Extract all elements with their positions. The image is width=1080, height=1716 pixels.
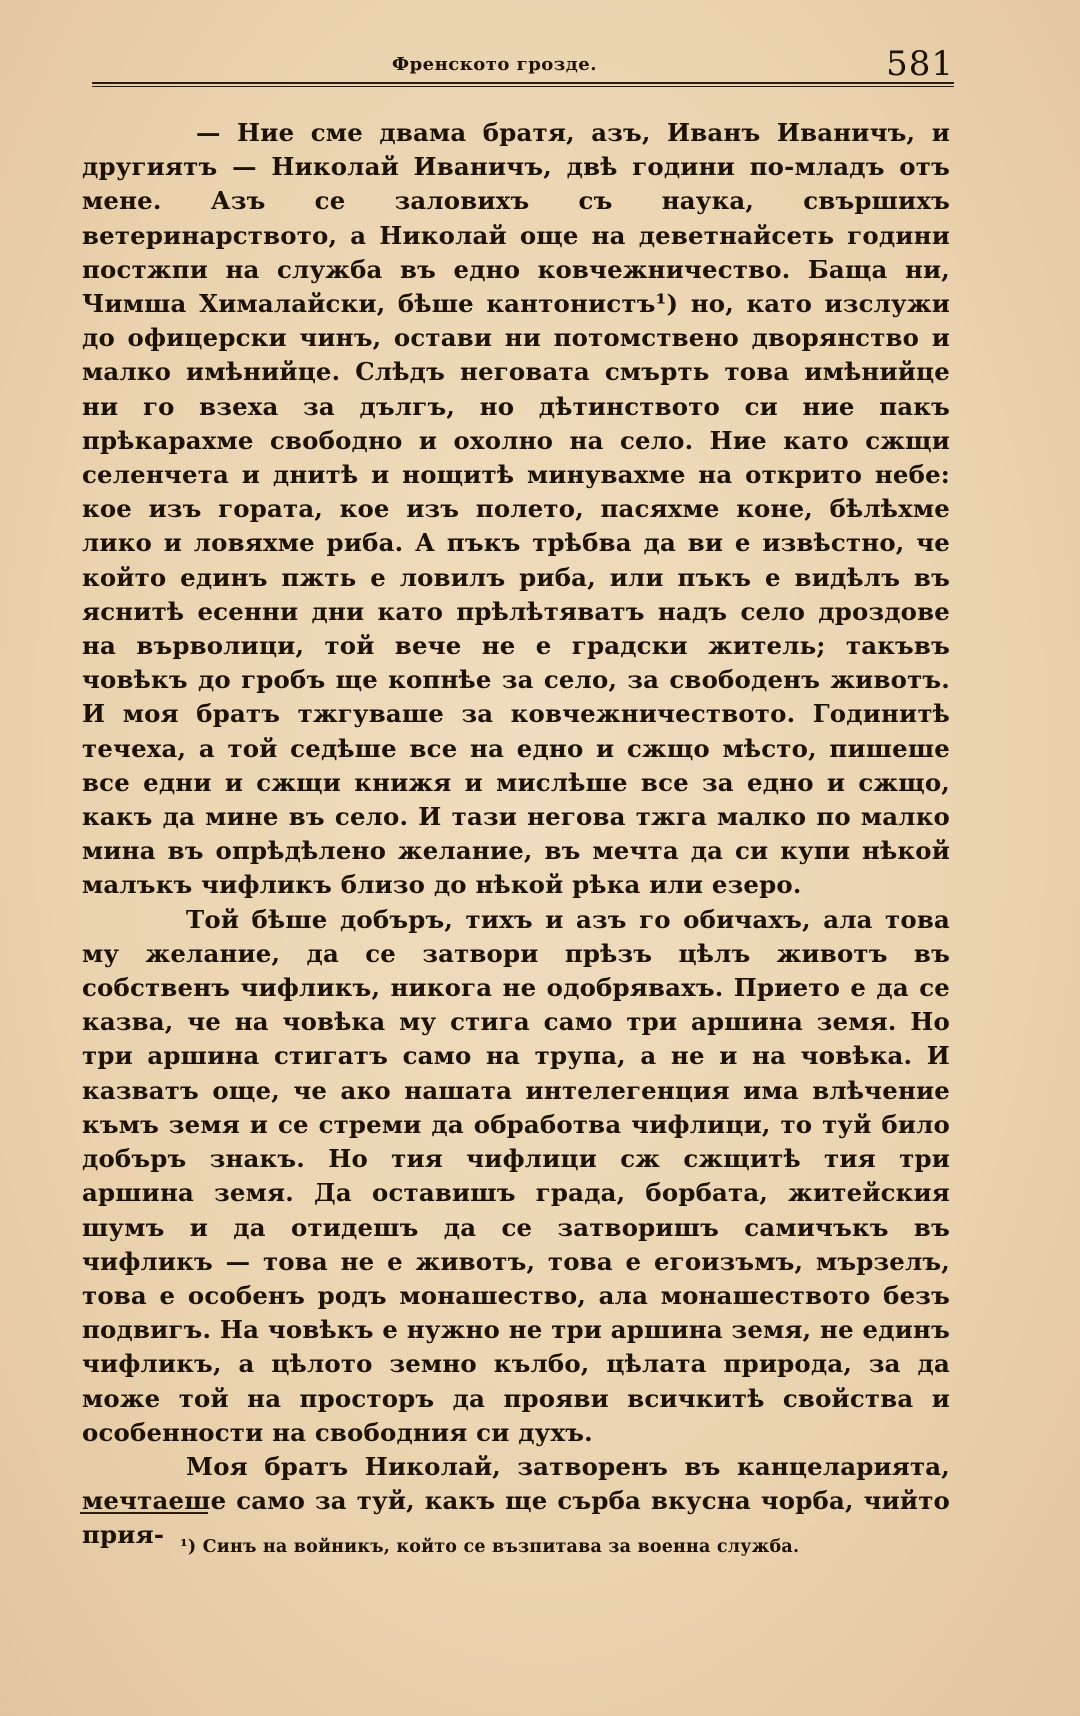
running-title: Френското гроздe.: [392, 54, 598, 75]
paragraph-2: Той бѣше добъръ, тихъ и азъ го обичахъ, ала това му желание, да се затвори прѣзъ цѣлъ животъ въ собственъ чифликъ, никога не одобрявахъ. Прието е да се казва, че на човѣка му стига само три аршина земя. Но три аршина стигатъ само на трупа, а не и на човѣка. И казватъ още, че ако нашата интелегенция има влѣчение къмъ земя и се стреми да обработва чифлици, то туй било добъръ знакъ. Но тия чифлици сж сжщитѣ тия три аршина земя. Да оставишъ града, борбата, житейския шумъ и да отидешъ да се затворишъ самичъкъ въ чифликъ — това не е животъ, това е егоизъмъ, мързелъ, това е особенъ родъ монашество, ала монашеството безъ подвигъ. На човѣкъ е нужно не три аршина земя, не единъ чифликъ, а цѣлото земно кълбо, цѣлата природа, за да може той на просторъ да прояви всичкитѣ свойства и особенности на свободния си духъ.: [82, 904, 950, 1447]
body-text: [82, 116, 950, 1553]
page-number: 581: [886, 44, 954, 84]
page-header: [92, 44, 954, 84]
footnote-marker: ¹): [180, 1537, 197, 1557]
footnote-rule: [80, 1512, 208, 1514]
footnote: [180, 1537, 799, 1557]
footnote-text: Синъ на войникъ, който се възпитава за военна служба.: [202, 1537, 800, 1557]
paragraph-1: — Ние сме двама братя, азъ, Иванъ Иваничъ, и другиятъ — Николай Иваничъ, двѣ години по-младъ отъ мене. Азъ се заловихъ съ наука, свършихъ ветеринарството, а Николай още на деветнайсеть години постжпи на служба въ едно ковчежничество. Баща ни, Чимша Хималайски, бѣше кантонистъ¹) но, като изслужи до офицерски чинъ, остави ни потомствено дворянство и малко имѣнийце. Слѣдъ неговата смърть това имѣнийце ни го взеха за дългъ, но дѣтинството си ние пакъ прѣкарахме свободно и охолно на село. Ние като сжщи селенчета и днитѣ и нощитѣ минувахме на открито небе: кое изъ гората, кое изъ полето, пасяхме коне, бѣлѣхме лико и ловяхме риба. А пъкъ трѣбва да ви е извѣстно, че който единъ пжть е ловилъ риба, или пъкъ е видѣлъ въ яснитѣ есенни дни като прѣлѣтяватъ надъ село дроздове на върволици, той вече не е градски житель; такъвъ човѣкъ до гробъ ще копнѣе за село, за свободенъ животъ. И моя братъ тжгуваше за ковчежничеството. Годинитѣ течеха, а той седѣше все на едно и сжщо мѣсто, пишеше все едни и сжщи книжя и мислѣше все за едно и сжщо, какъ да мине въ село. И тази негова тжга малко по малко мина въ опрѣдѣлено желание, въ мечта да си купи нѣкой малъкъ чифликъ близо до нѣкой рѣка или езеро.: [82, 118, 950, 900]
header-rule: [92, 82, 954, 87]
paragraph-3: Моя братъ Николай, затворенъ въ канцеларията, мечтаеше само за туй, какъ ще сърба вкусна чорба, чийто прия-: [82, 1451, 950, 1550]
